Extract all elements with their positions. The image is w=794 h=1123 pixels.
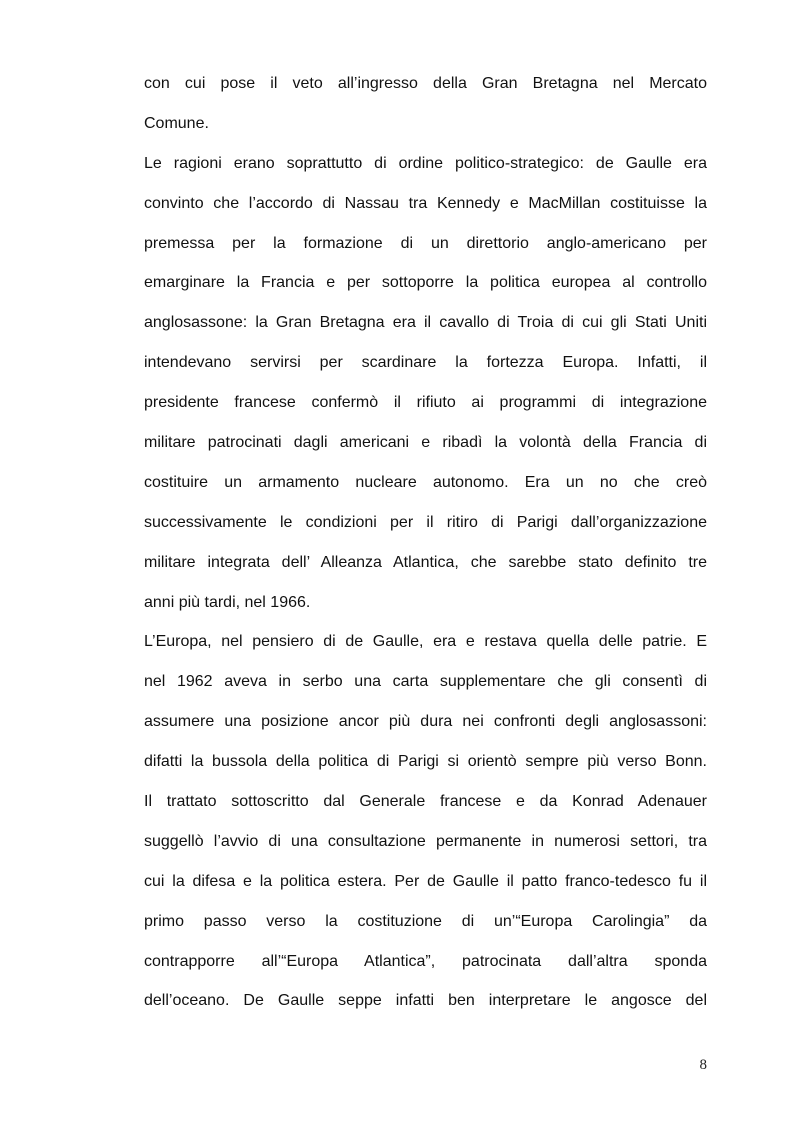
text-line: dell’oceano. De Gaulle seppe infatti ben interpretare le angosce del: [144, 992, 707, 1010]
text-line: Comune.: [144, 114, 209, 132]
text-line: emarginare la Francia e per sottoporre la politica europea al controllo: [144, 274, 707, 292]
text-line: assumere una posizione ancor più dura nei confronti degli anglosassoni:: [144, 713, 707, 731]
text-line: nel 1962 aveva in serbo una carta supplementare che gli consentì di: [144, 673, 707, 691]
text-line: convinto che l’accordo di Nassau tra Kennedy e MacMillan costituisse la: [144, 194, 707, 212]
text-line: contrapporre all’“Europa Atlantica”, patrocinata dall’altra sponda: [144, 952, 707, 970]
text-line: costituire un armamento nucleare autonomo. Era un no che creò: [144, 473, 707, 491]
text-line: militare integrata dell’ Alleanza Atlantica, che sarebbe stato definito tre: [144, 553, 707, 571]
text-line: suggellò l’avvio di una consultazione permanente in numerosi settori, tra: [144, 832, 707, 850]
text-line: Il trattato sottoscritto dal Generale francese e da Konrad Adenauer: [144, 793, 707, 811]
text-line: militare patrocinati dagli americani e ribadì la volontà della Francia di: [144, 434, 707, 452]
text-line: L’Europa, nel pensiero di de Gaulle, era e restava quella delle patrie. E: [144, 633, 707, 651]
text-line: presidente francese confermò il rifiuto ai programmi di integrazione: [144, 394, 707, 412]
body-text: [144, 64, 707, 1021]
text-line: difatti la bussola della politica di Parigi si orientò sempre più verso Bonn.: [144, 753, 707, 771]
page-number: 8: [699, 1057, 707, 1073]
text-line: cui la difesa e la politica estera. Per de Gaulle il patto franco-tedesco fu il: [144, 872, 707, 890]
text-line: con cui pose il veto all’ingresso della Gran Bretagna nel Mercato: [144, 75, 707, 92]
text-line: intendevano servirsi per scardinare la fortezza Europa. Infatti, il: [144, 354, 707, 372]
text-line: primo passo verso la costituzione di un’“Europa Carolingia” da: [144, 912, 707, 930]
text-line: premessa per la formazione di un direttorio anglo-americano per: [144, 234, 707, 252]
text-line: Le ragioni erano soprattutto di ordine politico-strategico: de Gaulle era: [144, 154, 707, 172]
text-line: anglosassone: la Gran Bretagna era il cavallo di Troia di cui gli Stati Uniti: [144, 314, 707, 332]
text-line: successivamente le condizioni per il ritiro di Parigi dall’organizzazione: [144, 513, 707, 531]
text-line: anni più tardi, nel 1966.: [144, 593, 311, 611]
